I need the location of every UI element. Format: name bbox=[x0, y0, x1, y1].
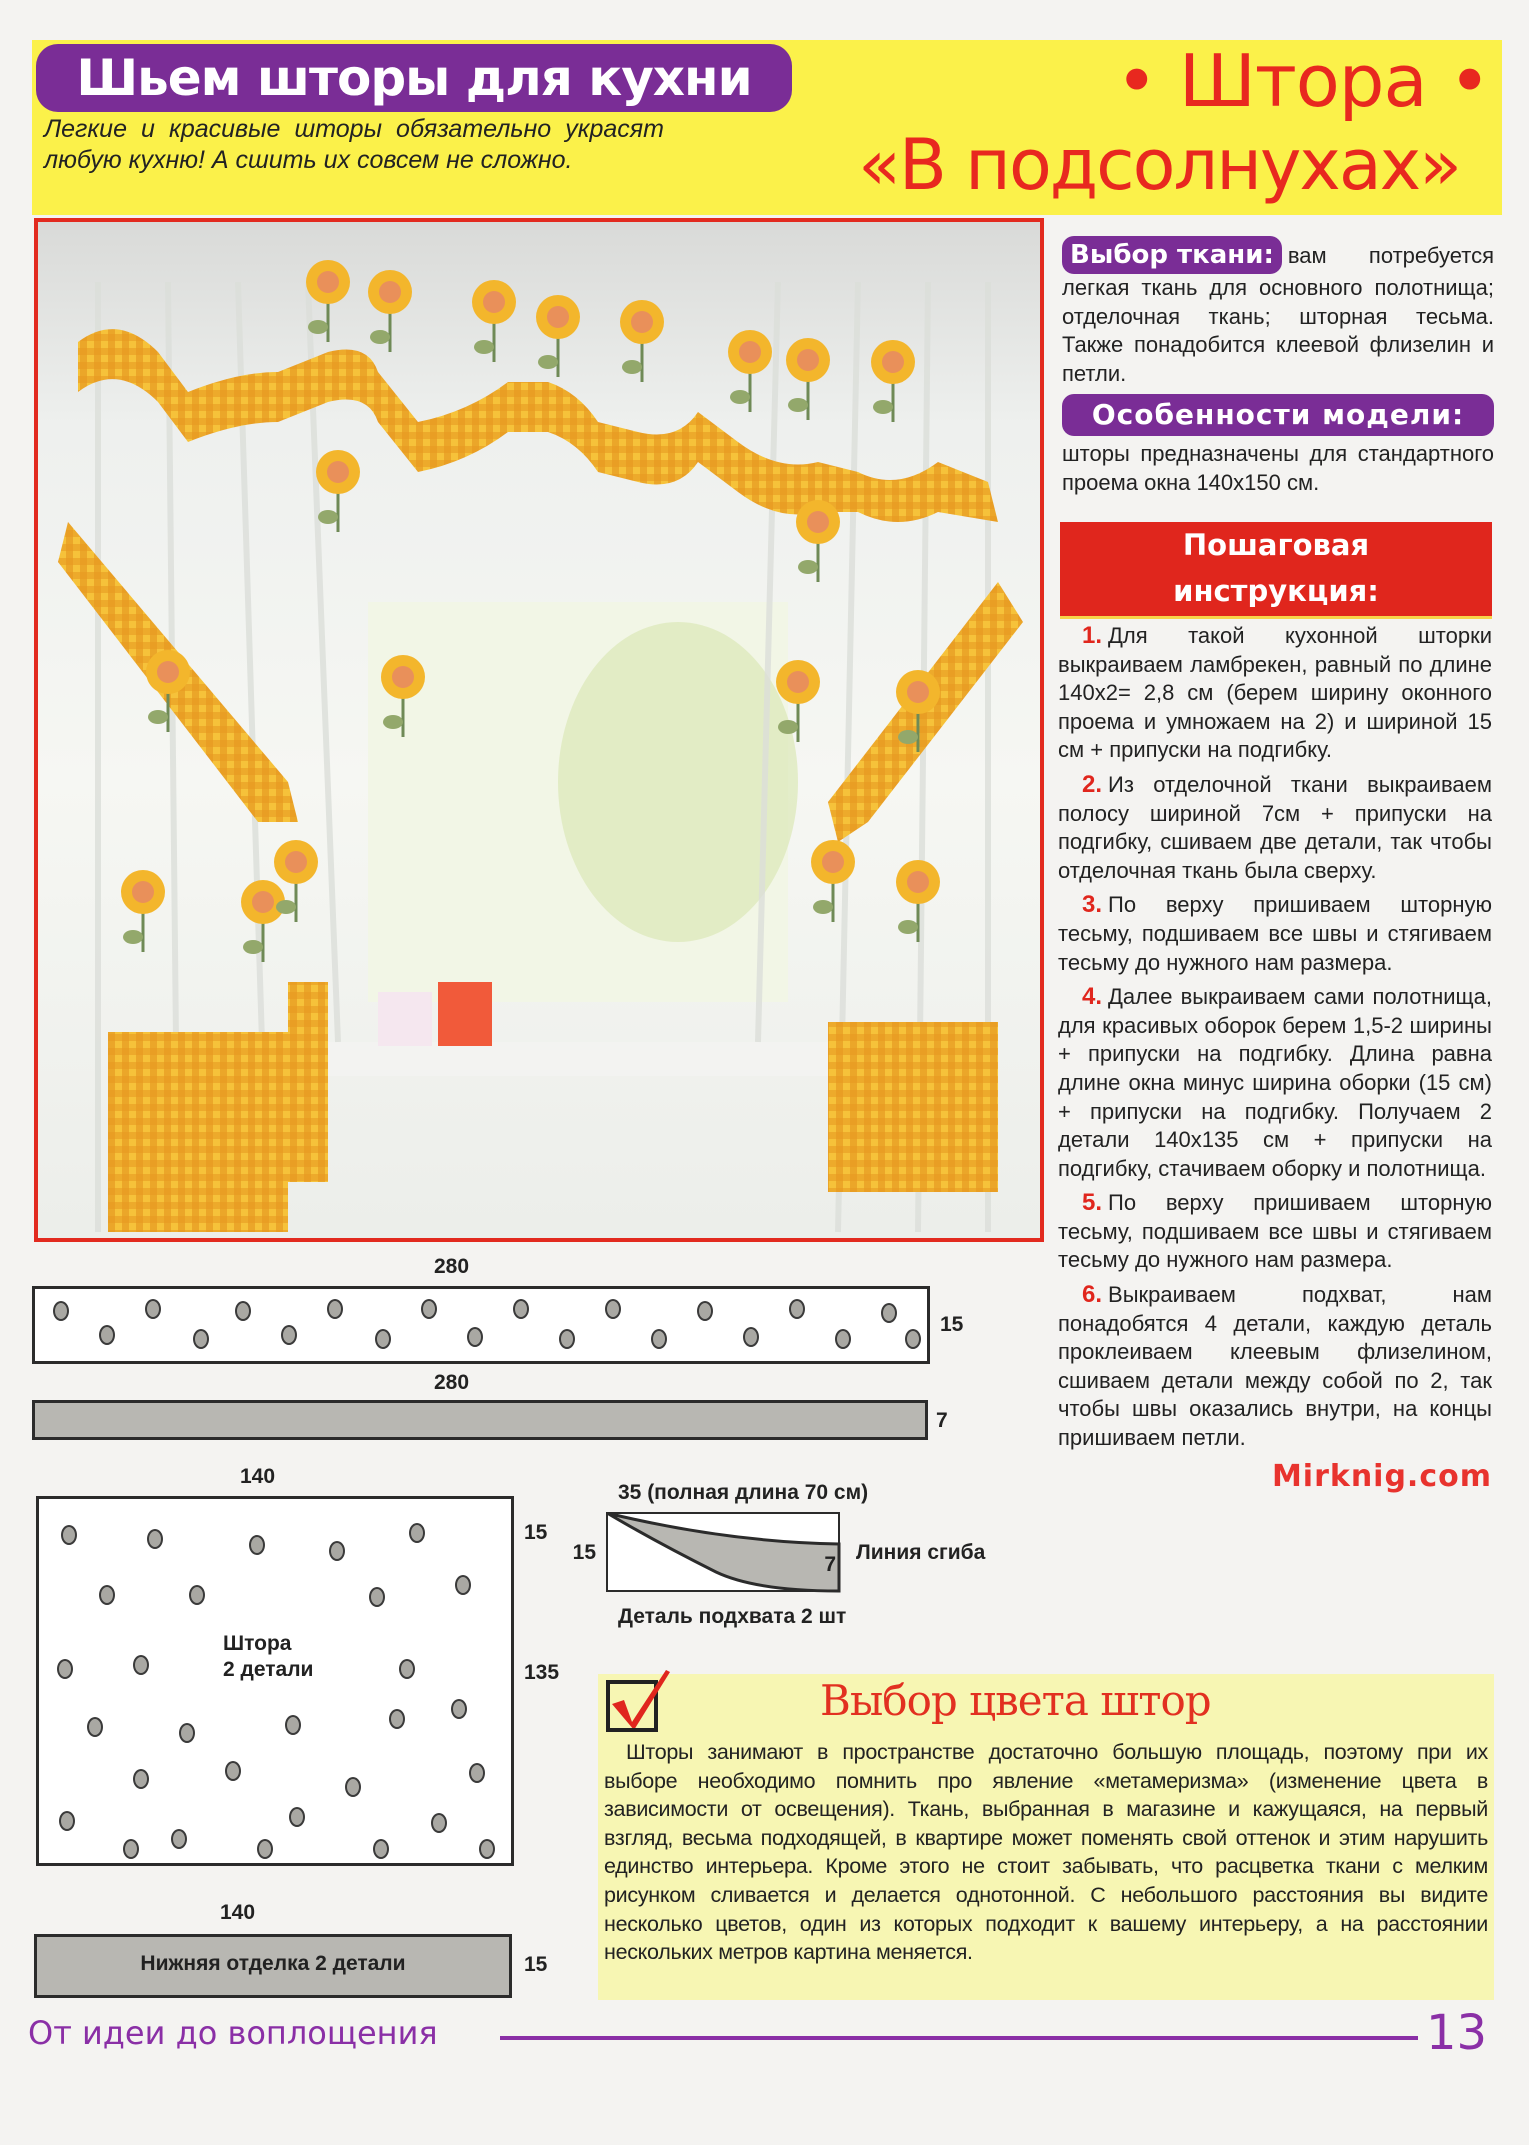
dot-mark bbox=[345, 1777, 361, 1797]
dot-mark bbox=[281, 1325, 297, 1345]
trim-width-label: 280 bbox=[434, 1371, 470, 1394]
sunflower-icon bbox=[786, 338, 830, 420]
step-item bbox=[1058, 622, 1492, 765]
left-ruffle bbox=[108, 1032, 288, 1232]
curtain-pattern-piece bbox=[36, 1496, 514, 1866]
sunflower-icon bbox=[796, 500, 840, 582]
step-text: По верху пришиваем шторную тесьму, подшиваем все швы и стягиваем тесьму до нужного нам размера. bbox=[1058, 1190, 1492, 1273]
dot-mark bbox=[605, 1299, 621, 1319]
step-text: Из отделочной ткани выкраиваем полосу шириной 7см + припуски на подгибку, сшиваем две детали, так чтобы отделочная ткань была сверху. bbox=[1058, 771, 1492, 883]
dot-mark bbox=[421, 1299, 437, 1319]
dot-mark bbox=[431, 1813, 447, 1833]
dot-mark bbox=[145, 1299, 161, 1319]
dot-mark bbox=[455, 1575, 471, 1595]
bottom-trim-caption: Нижняя отделка 2 детали bbox=[140, 1952, 406, 1975]
flower-pot bbox=[378, 992, 432, 1046]
steps-heading-line-2: инструкция: bbox=[1173, 574, 1379, 608]
dot-mark bbox=[399, 1659, 415, 1679]
dot-mark bbox=[373, 1839, 389, 1859]
dot-mark bbox=[257, 1839, 273, 1859]
step-number: 3. bbox=[1082, 891, 1103, 919]
step-text: Для такой кухонной шторки выкраиваем ламбрекен, равный по длине 140х2= 2,8 см (берем ширину оконного проема и умножаем на 2) и шириной 15 см + припуски на подгибку. bbox=[1058, 623, 1492, 763]
dot-mark bbox=[327, 1299, 343, 1319]
trim-height-label: 7 bbox=[936, 1409, 948, 1432]
dot-mark bbox=[697, 1301, 713, 1321]
dot-mark bbox=[171, 1829, 187, 1849]
step-text: Далее выкраиваем сами полотнища, для красивых оборок берем 1,5-2 ширины + припуски на подгибку. Длина равна длине окна минус ширина оборки (15 см) + припуски на подгибку. Получаем 2 детали 140х135 см + припуски на подгибку, стачиваем оборку и полотнища. bbox=[1058, 984, 1492, 1181]
sunflower-icon bbox=[316, 450, 360, 532]
step-item bbox=[1058, 983, 1492, 1183]
footer-rule bbox=[500, 2036, 1418, 2040]
dot-mark bbox=[881, 1303, 897, 1323]
step-number: 5. bbox=[1082, 1189, 1103, 1217]
sunflower-icon bbox=[368, 270, 412, 352]
dot-mark bbox=[133, 1769, 149, 1789]
dot-mark bbox=[53, 1301, 69, 1321]
model-text: шторы предназначены для стандартного проема окна 140х150 см. bbox=[1062, 441, 1494, 495]
step-item bbox=[1058, 1189, 1492, 1275]
dot-mark bbox=[99, 1325, 115, 1345]
step-number: 4. bbox=[1082, 983, 1103, 1011]
sunflower-icon bbox=[472, 280, 516, 362]
sunflower-icon bbox=[241, 880, 285, 962]
tieback-diagram bbox=[560, 1480, 1030, 1630]
model-heading: Особенности модели: bbox=[1062, 394, 1494, 436]
curtain-caption bbox=[217, 1629, 319, 1685]
left-ruffle-fold bbox=[288, 982, 328, 1182]
fabric-text: вам потребуется легкая ткань для основного полотнища; отделочная ткань; шторная тесьма. Также понадобится клеевой флизелин и петли. bbox=[1062, 243, 1494, 386]
steps-list bbox=[1058, 622, 1492, 1495]
checkmark-icon bbox=[606, 1680, 658, 1732]
dot-mark bbox=[559, 1329, 575, 1349]
sunflower-icon bbox=[728, 330, 772, 412]
sunflower-icon bbox=[536, 295, 580, 377]
color-choice-text: Шторы занимают в пространстве достаточно большую площадь, поэтому при их выборе необходимо помнить про явление «метамеризма» (изменение цвета в зависимости от освещения). Ткань, выбранная в магазине и кажущаяся, на первый взгляд, весьма подходящей, в квартире может поменять свой оттенок и этим нарушить единство интерьера. Кроме этого не стоит забывать, что расцветка ткани с мелким рисунком сливается и делается однотонной. С небольшого расстояния вы видите несколько цветов, один из которых подходит к вашему интерьеру, а на расстоянии нескольких метров картина меняется. bbox=[604, 1740, 1488, 1965]
step-number: 6. bbox=[1082, 1281, 1103, 1309]
sunflower-icon bbox=[620, 300, 664, 382]
dot-mark bbox=[61, 1525, 77, 1545]
curtain-width-label: 140 bbox=[240, 1465, 276, 1488]
color-choice-title: Выбор цвета штор bbox=[820, 1676, 1211, 1725]
curtain-caption-2: 2 детали bbox=[223, 1658, 314, 1681]
bottom-trim-height-label: 15 bbox=[524, 1953, 548, 1976]
trim-strip-piece bbox=[32, 1400, 928, 1440]
fabric-heading: Выбор ткани: bbox=[1062, 236, 1282, 274]
sunflower-icon bbox=[306, 260, 350, 342]
valance-width-label: 280 bbox=[434, 1255, 470, 1278]
red-check-icon bbox=[606, 1668, 672, 1728]
dot-mark bbox=[193, 1329, 209, 1349]
dot-mark bbox=[467, 1327, 483, 1347]
tieback-left-label: 15 bbox=[572, 1541, 596, 1564]
dot-mark bbox=[651, 1329, 667, 1349]
dot-mark bbox=[835, 1329, 851, 1349]
bottom-trim-piece bbox=[34, 1934, 512, 1998]
window-sill bbox=[318, 1042, 858, 1076]
fold-line-label: Линия сгиба bbox=[856, 1541, 986, 1564]
tieback-caption: Деталь подхвата 2 шт bbox=[618, 1605, 847, 1628]
valance-pattern-piece bbox=[32, 1286, 930, 1364]
dot-mark bbox=[285, 1715, 301, 1735]
dot-mark bbox=[743, 1327, 759, 1347]
dot-mark bbox=[329, 1541, 345, 1561]
tieback-inner-label: 7 bbox=[824, 1553, 836, 1576]
fabric-section bbox=[1062, 236, 1494, 388]
step-number: 1. bbox=[1082, 622, 1103, 649]
step-item bbox=[1058, 891, 1492, 977]
dot-mark bbox=[57, 1659, 73, 1679]
curtain-caption-1: Штора bbox=[223, 1632, 292, 1655]
dot-mark bbox=[59, 1811, 75, 1831]
sunflower-icon bbox=[811, 840, 855, 922]
section-label: Шьем шторы для кухни bbox=[36, 44, 792, 112]
dot-mark bbox=[225, 1761, 241, 1781]
dot-mark bbox=[179, 1723, 195, 1743]
dot-mark bbox=[189, 1585, 205, 1605]
right-ruffle bbox=[828, 1022, 998, 1192]
tieback-pattern-piece bbox=[606, 1512, 842, 1594]
dot-mark bbox=[249, 1535, 265, 1555]
sunflower-icon bbox=[871, 340, 915, 422]
watermark: Mirknig.com bbox=[1271, 1458, 1492, 1494]
page-number: 13 bbox=[1426, 2005, 1488, 2061]
curtain-side-label: 15 bbox=[524, 1521, 548, 1544]
title-line-2: «В подсолнухах» bbox=[858, 124, 1460, 206]
dot-mark bbox=[147, 1529, 163, 1549]
curtain-illustration bbox=[38, 222, 1040, 1238]
lead-text: Легкие и красивые шторы обязательно украсят любую кухню! А сшить их совсем не сложно. bbox=[44, 115, 664, 174]
dot-mark bbox=[375, 1329, 391, 1349]
tieback-top-label: 35 (полная длина 70 см) bbox=[618, 1481, 869, 1504]
watermark-slot bbox=[1058, 1459, 1492, 1495]
bottom-trim-width-label: 140 bbox=[220, 1901, 256, 1924]
curtain-height-label: 135 bbox=[524, 1661, 560, 1684]
step-text: Выкраиваем подхват, нам понадобятся 4 детали, каждую деталь проклеиваем клеевым флизелином, сшиваем детали между собой по 2, так чтобы швы оказались внутри, на концы пришиваем петли. bbox=[1058, 1282, 1492, 1451]
dot-mark bbox=[409, 1523, 425, 1543]
curtain-photo bbox=[34, 218, 1044, 1242]
dot-mark bbox=[123, 1839, 139, 1859]
step-item bbox=[1058, 1281, 1492, 1453]
dot-mark bbox=[389, 1709, 405, 1729]
title-line-1: • Штора • bbox=[1115, 39, 1490, 123]
sunflower-icon bbox=[274, 840, 318, 922]
dot-mark bbox=[789, 1299, 805, 1319]
valance-trim bbox=[78, 329, 998, 522]
dot-mark bbox=[99, 1585, 115, 1605]
dot-mark bbox=[451, 1699, 467, 1719]
dot-mark bbox=[133, 1655, 149, 1675]
step-item bbox=[1058, 771, 1492, 885]
tieback-row bbox=[560, 1512, 1030, 1594]
dot-mark bbox=[513, 1299, 529, 1319]
step-number: 2. bbox=[1082, 770, 1103, 798]
sunflower-icon bbox=[896, 860, 940, 942]
red-pot bbox=[438, 982, 492, 1046]
valance-height-label: 15 bbox=[940, 1313, 964, 1336]
dot-mark bbox=[289, 1807, 305, 1827]
step-text: По верху пришиваем шторную тесьму, подшиваем все швы и стягиваем тесьму до нужного нам размера. bbox=[1058, 892, 1492, 975]
dot-mark bbox=[469, 1763, 485, 1783]
dot-mark bbox=[479, 1839, 495, 1859]
dot-mark bbox=[369, 1587, 385, 1607]
dot-mark bbox=[235, 1301, 251, 1321]
sunflower-icon bbox=[121, 870, 165, 952]
tieback-figure bbox=[606, 1512, 842, 1594]
dot-mark bbox=[905, 1329, 921, 1349]
steps-heading-line-1: Пошаговая bbox=[1182, 528, 1370, 562]
footer-section-name: От идеи до воплощения bbox=[28, 2014, 438, 2052]
dot-mark bbox=[87, 1717, 103, 1737]
steps-heading bbox=[1060, 522, 1492, 619]
